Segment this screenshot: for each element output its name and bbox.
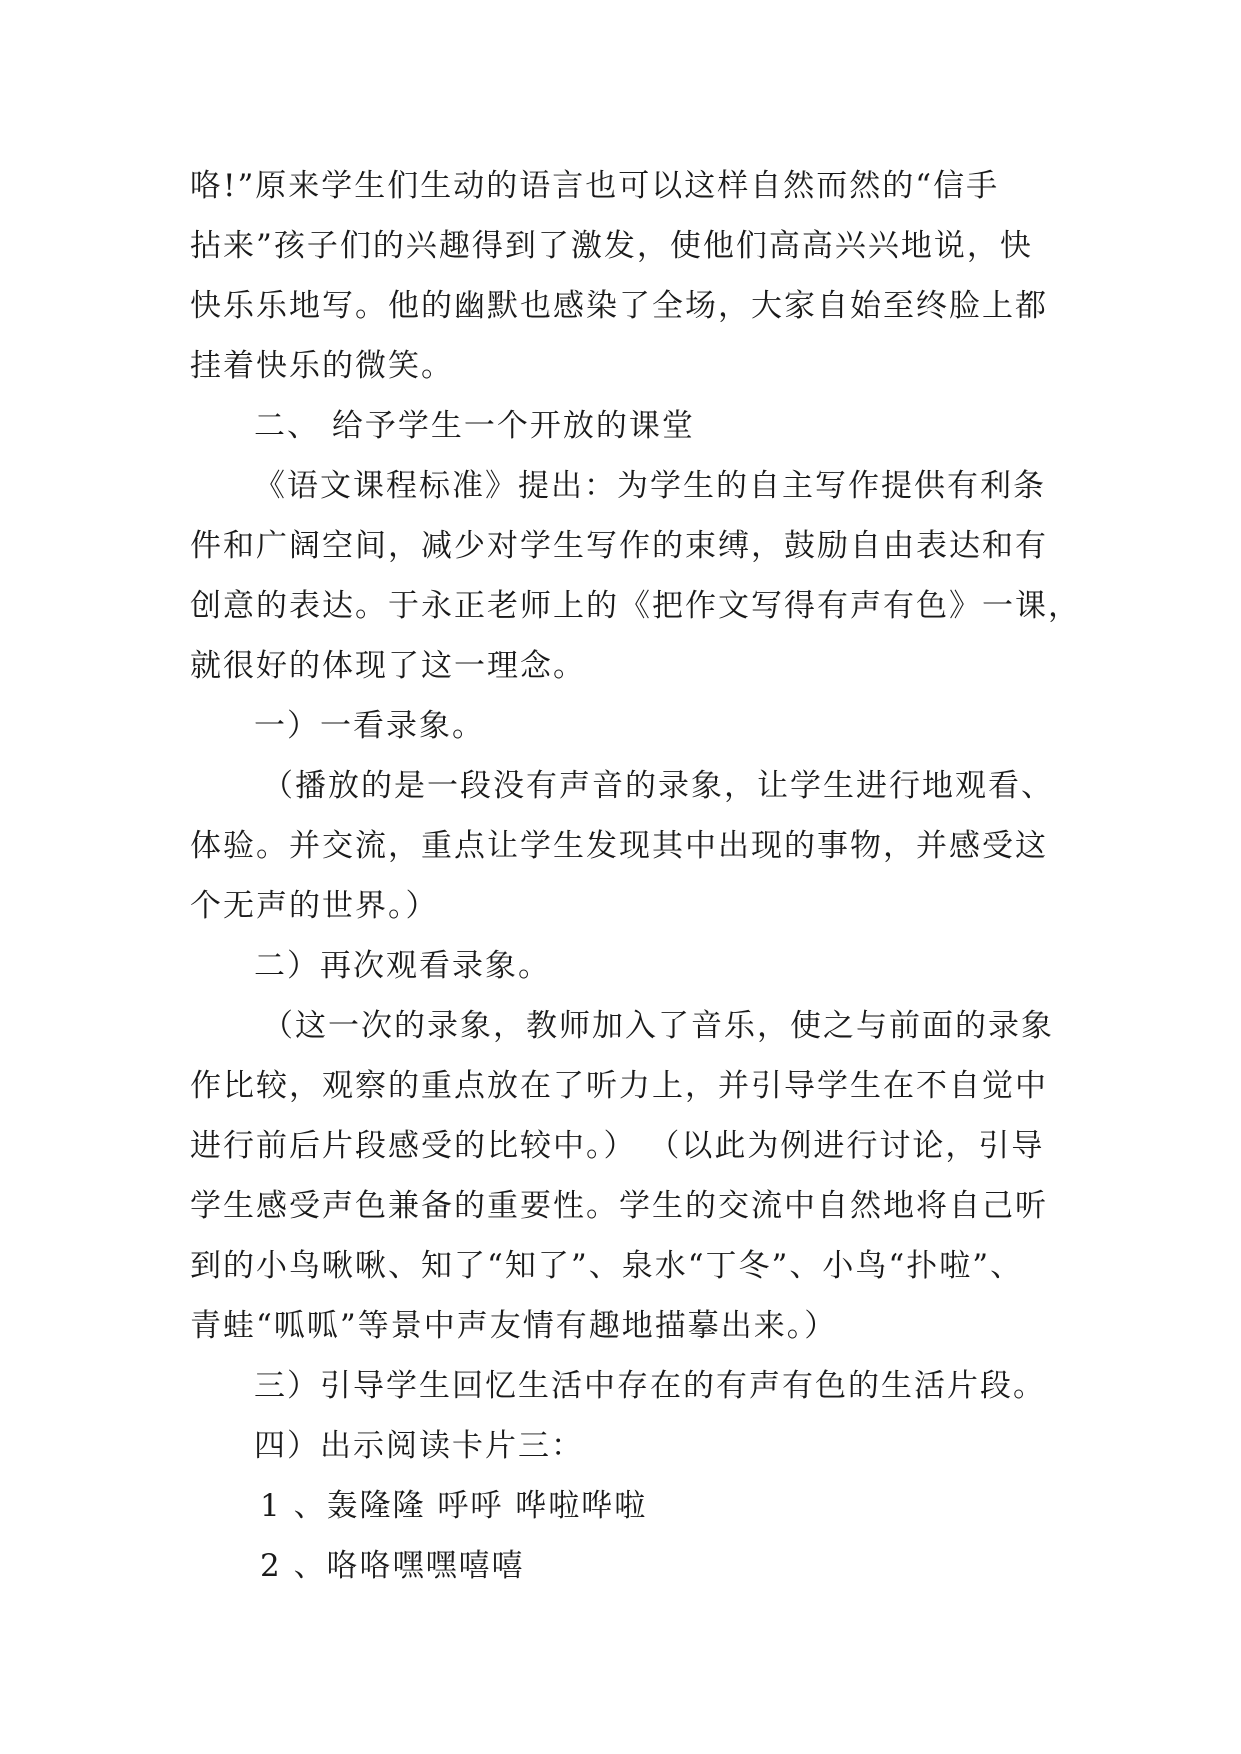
paragraph-line: 到的小鸟啾啾、知了“知了”、泉水“丁冬”、小鸟“扑啦”、 [190,1248,1024,1284]
list-item: 1 、轰隆隆 呼呼 哗啦哗啦 [260,1488,648,1524]
paragraph-line: 学生感受声色兼备的重要性。学生的交流中自然地将自己听 [190,1188,1048,1224]
section-heading: 二、 给予学生一个开放的课堂 [254,408,695,444]
list-item: 2 、咯咯嘿嘿嘻嘻 [260,1548,525,1584]
paragraph-line: 进行前后片段感受的比较中。） （以此为例进行讨论，引导 [190,1128,1045,1164]
subheading: 四）出示阅读卡片三： [254,1428,584,1464]
paragraph-line: （这一次的录象，教师加入了音乐，使之与前面的录象 [262,1008,1054,1044]
paragraph-line: 体验。并交流，重点让学生发现其中出现的事物，并感受这 [190,828,1048,864]
paragraph-line: 快乐乐地写。他的幽默也感染了全场，大家自始至终脸上都 [190,288,1048,324]
paragraph-line: （播放的是一段没有声音的录象，让学生进行地观看、 [262,768,1054,804]
paragraph-line: 件和广阔空间，减少对学生写作的束缚，鼓励自由表达和有 [190,528,1048,564]
paragraph-line: 就很好的体现了这一理念。 [190,648,586,684]
paragraph-line: 个无声的世界。） [190,888,439,924]
body-text [190,156,1081,1596]
paragraph-line: 咯!”原来学生们生动的语言也可以这样自然而然的“信手 [190,168,1000,204]
subheading: 三）引导学生回忆生活中存在的有声有色的生活片段。 [254,1368,1046,1404]
paragraph-line: 《语文课程标准》提出：为学生的自主写作提供有利条 [254,468,1046,504]
paragraph-line: 作比较，观察的重点放在了听力上，并引导学生在不自觉中 [190,1068,1048,1104]
subheading: 一）一看录象。 [254,708,485,744]
paragraph-line: 创意的表达。于永正老师上的《把作文写得有声有色》一课， [190,588,1081,624]
subheading: 二）再次观看录象。 [254,948,551,984]
paragraph-line: 挂着快乐的微笑。 [190,348,454,384]
paragraph-line: 青蛙“呱呱”等景中声友情有趣地描摹出来。） [190,1308,838,1344]
paragraph-line: 拈来”孩子们的兴趣得到了激发，使他们高高兴兴地说，快 [190,228,1033,264]
